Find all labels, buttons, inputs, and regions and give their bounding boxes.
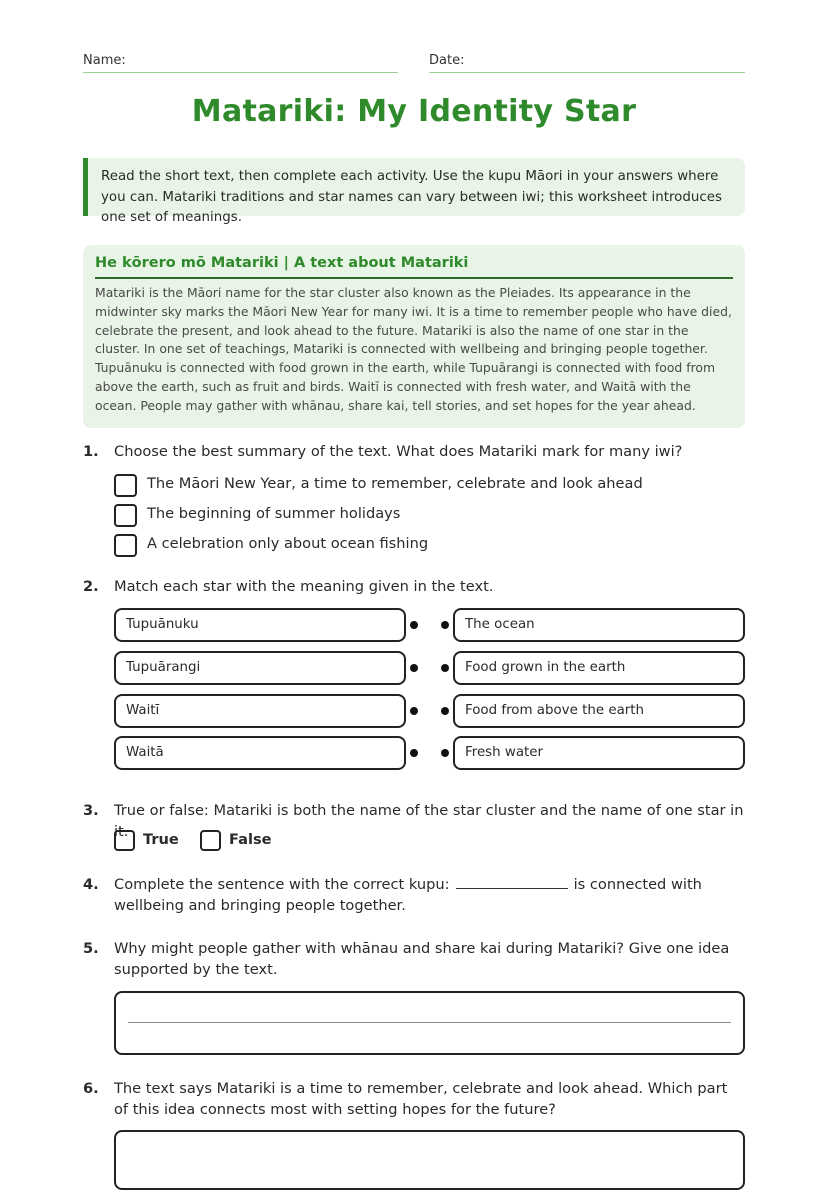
sentence-start: Complete the sentence with the correct kupu: [114, 876, 450, 893]
sentence-end: is connected with wellbeing and bringing people together. [114, 876, 702, 914]
question-text: Match each star with the meaning given in the text. [114, 578, 494, 595]
checkbox[interactable] [200, 830, 221, 851]
date-label: Date: [429, 53, 465, 68]
question-text: The text says Matariki is a time to remember, celebrate and look ahead. Which part of this idea connects most with setting hopes for the future? [114, 1080, 728, 1118]
option-label: The beginning of summer holidays [147, 505, 401, 522]
question-number: 5. [83, 940, 99, 957]
reading-text-title: He kōrero mō Matariki | A text about Matariki [95, 255, 733, 279]
reading-text-panel [83, 245, 745, 428]
q6-answer-box[interactable] [114, 1130, 745, 1190]
match-left-4[interactable]: Waitā [114, 736, 406, 770]
checkbox[interactable] [114, 474, 137, 497]
reading-text-body: Matariki is the Māori name for the star cluster also known as the Pleiades. Its appearance in the midwinter sky marks the Māori New Year for many iwi. It is a time to remember people who have died, celebrate the present, and look ahead to the future. Matariki is also the name of one star in the cluster. In one set of teachings, Matariki is connected with wellbeing and bringing people together. Tupuānuku is connected with food grown in the earth, while Tupuārangi is connected with food from above the earth, such as fruit and birds. Waitī is connected with fresh water, and Waitā with the ocean. People may gather with whānau, share kai, tell stories, and set hopes for the year ahead. [95, 285, 732, 413]
match-dot-right[interactable] [441, 707, 449, 715]
name-label: Name: [83, 53, 126, 68]
page-title: Matariki: My Identity Star [191, 94, 637, 129]
checkbox[interactable] [114, 534, 137, 557]
option-label: A celebration only about ocean fishing [147, 535, 429, 552]
question-number: 3. [83, 802, 99, 819]
answer-line [128, 1022, 731, 1023]
match-left-3[interactable]: Waitī [114, 694, 406, 728]
date-field[interactable] [429, 50, 745, 73]
true-label: True [143, 831, 179, 848]
false-label: False [229, 831, 272, 848]
match-right-1[interactable]: The ocean [453, 608, 745, 642]
question-number: 2. [83, 578, 99, 595]
match-dot-left[interactable] [410, 749, 418, 757]
match-right-4[interactable]: Fresh water [453, 736, 745, 770]
question-text [114, 874, 745, 916]
header-fields [83, 50, 745, 74]
question-text: Why might people gather with whānau and share kai during Matariki? Give one idea supported by the text. [114, 940, 730, 978]
match-right-2[interactable]: Food grown in the earth [453, 651, 745, 685]
question-number: 1. [83, 443, 99, 460]
match-left-1[interactable]: Tupuānuku [114, 608, 406, 642]
option-label: The Māori New Year, a time to remember, celebrate and look ahead [147, 475, 643, 492]
q5-answer-box[interactable] [114, 991, 745, 1055]
intro-instructions: Read the short text, then complete each activity. Use the kupu Māori in your answers where you can. Matariki traditions and star names can vary between iwi; this worksheet introduces one set of meanings. [83, 158, 745, 216]
checkbox[interactable] [114, 830, 135, 851]
question-text: True or false: Matariki is both the name of the star cluster and the name of one star in it. [114, 802, 744, 840]
question-number: 4. [83, 876, 99, 893]
match-dot-left[interactable] [410, 707, 418, 715]
match-left-2[interactable]: Tupuārangi [114, 651, 406, 685]
match-dot-left[interactable] [410, 621, 418, 629]
match-dot-left[interactable] [410, 664, 418, 672]
name-field[interactable] [83, 50, 398, 73]
match-dot-right[interactable] [441, 664, 449, 672]
match-dot-right[interactable] [441, 749, 449, 757]
question-text: Choose the best summary of the text. What does Matariki mark for many iwi? [114, 443, 683, 460]
match-dot-right[interactable] [441, 621, 449, 629]
checkbox[interactable] [114, 504, 137, 527]
fill-blank[interactable] [456, 874, 568, 889]
match-right-3[interactable]: Food from above the earth [453, 694, 745, 728]
question-number: 6. [83, 1080, 99, 1097]
